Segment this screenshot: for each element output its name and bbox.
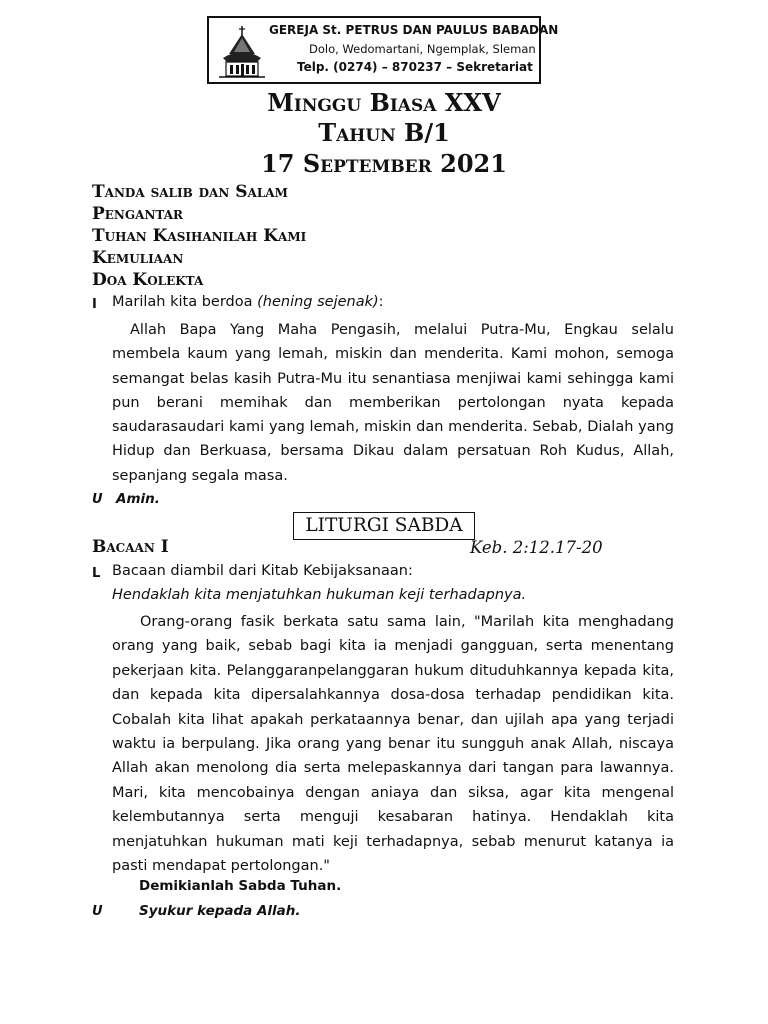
collect-intro-text: Marilah kita berdoa (112, 294, 258, 310)
reading-text: Orang-orang fasik berkata satu sama lain, "Marilah kita menghadang orang yang baik, sebab bagi kita ia menjadi gangguan, serta menentang pekerjaan kita. Pelanggaranpelanggaran hukum dituduhkannya kepada kita, dan kepada kita dipersalahkannya dosa-dosa terhadap pendidikan kita. Cobalah kita lihat apakah perkataannya benar, dan ujilah apa yang terjadi waktu ia berpulang. Jika orang yang benar itu sungguh anak Allah, niscaya Allah akan menolong dia serta melepaskannya dari tangan para lawannya. Mari, kita mencobainya dengan aniaya dan siksa, agar kita mengenal kelembutannya serta menguji kesabaran hatinya. Hendaklah kita menjatuhkan hukuman mati keji terhadapnya, sebab menurut katanya ia pasti mendapat pertolongan." (112, 614, 674, 875)
reading-summary: Hendaklah kita menjatuhkan hukuman keji terhadapnya. (112, 587, 527, 603)
speaker-marker-imam: I (92, 297, 97, 312)
rite-heading: Tuhan Kasihanilah Kami (92, 226, 307, 246)
reading-closing: Demikianlah Sabda Tuhan. (139, 878, 342, 894)
reading-response: Syukur kepada Allah. (139, 903, 301, 919)
section-heading-liturgi-sabda: LITURGI SABDA (293, 512, 475, 540)
page-title: Minggu Biasa XXV (267, 88, 501, 117)
speaker-marker-umat: U (92, 904, 103, 919)
reading-heading: Bacaan I (92, 537, 169, 557)
collect-prayer: Allah Bapa Yang Maha Pengasih, melalui Putra-Mu, Engkau selalu membela kaum yang lemah, miskin dan menderita. Kami mohon, semoga semangat belas kasih Putra-Mu itu senantiasa menjiwai kami sehingga kami pun berani memihak dan memberikan pertolongan nyata kepada saudarasaudari kami yang lemah, miskin dan menderita. Sebab, Dialah yang Hidup dan Berkuasa, bersama Dikau dalam persatuan Roh Kudus, Allah, sepanjang segala masa. (112, 322, 674, 484)
liturgical-year: Tahun B/1 (318, 118, 450, 147)
reading-source: Bacaan diambil dari Kitab Kebijaksanaan: (112, 563, 413, 579)
church-header (207, 16, 559, 84)
collect-response: Amin. (116, 491, 160, 507)
speaker-marker-lektor: L (92, 566, 101, 581)
rite-heading: Tanda salib dan Salam (92, 182, 288, 202)
collect-intro-end: : (378, 294, 384, 310)
service-date: 17 September 2021 (261, 149, 507, 178)
church-building-icon (213, 24, 271, 80)
church-address: Dolo, Wedomartani, Ngemplak, Sleman (309, 42, 536, 56)
collect-intro (112, 294, 384, 310)
collect-intro-note: (hening sejenak) (257, 294, 379, 310)
reading-reference: Keb. 2:12.17-20 (470, 538, 603, 557)
rite-heading: Doa Kolekta (92, 270, 204, 290)
church-name: GEREJA St. PETRUS DAN PAULUS BABADAN (269, 23, 559, 37)
rite-heading: Kemuliaan (92, 248, 184, 268)
speaker-marker-umat: U (92, 492, 103, 507)
church-phone: Telp. (0274) – 870237 – Sekretariat (297, 60, 533, 74)
rite-heading: Pengantar (92, 204, 183, 224)
